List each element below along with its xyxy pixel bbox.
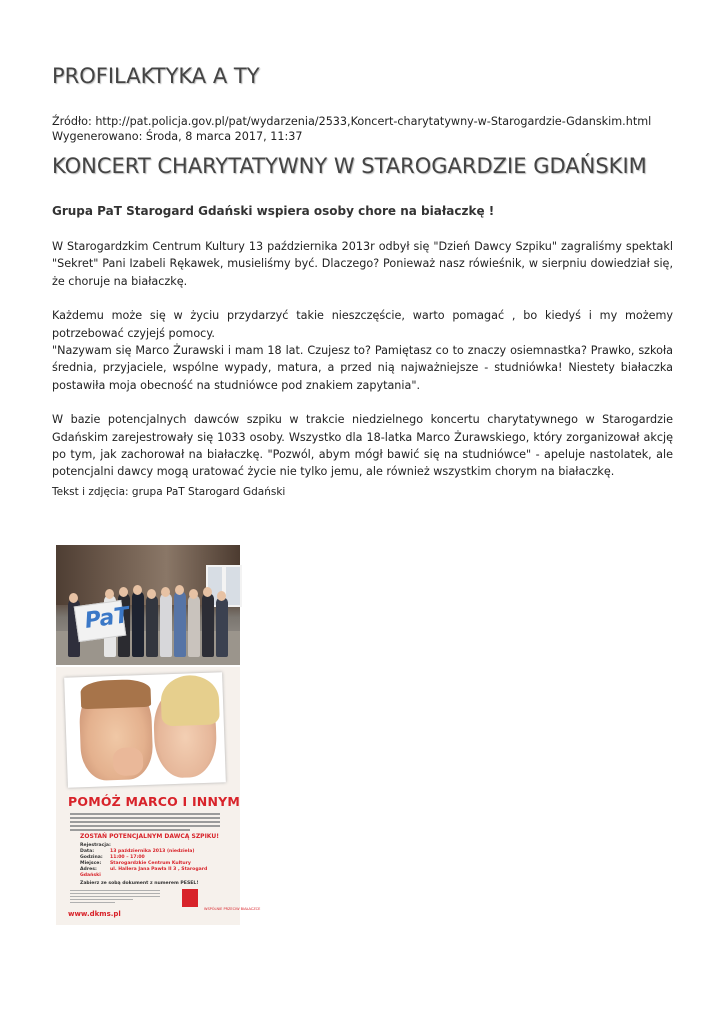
poster-photo (64, 672, 226, 787)
poster-info (80, 843, 220, 879)
pat-banner (74, 600, 131, 642)
article-title: KONCERT CHARYTATYWNY W STAROGARDZIE GDAŃSKIM (52, 154, 647, 178)
person-head (147, 589, 156, 599)
dkms-logo-icon (182, 889, 198, 907)
poster-note: Zabierz ze sobą dokument z numerem PESEL! (80, 881, 199, 886)
person-head (189, 589, 198, 599)
photo-credit: Tekst i zdjęcia: grupa PaT Starogard Gdański (52, 486, 286, 498)
article-body (52, 238, 673, 481)
poster-registration-label: Rejestracja: (80, 843, 111, 848)
poster-row-label: Adres: (80, 867, 97, 872)
pat-banner-text: PaT (83, 603, 131, 634)
event-poster (56, 667, 261, 925)
person-head (69, 593, 78, 603)
source-line: Źródło: http://pat.policja.gov.pl/pat/wydarzenia/2533,Koncert-charytatywny-w-Starogardzie-Gdanskim.html (52, 115, 652, 128)
site-title: PROFILAKTYKA A TY (52, 64, 260, 88)
paragraph: W bazie potencjalnych dawców szpiku w trakcie niedzielnego koncertu charytatywnego w Starogardzie Gdańskim zarejestrowały się 1033 osoby. Wszystko dla 18-latka Marco Żurawskiego, który zorganizował akcję po tym, jak zachorował na białaczkę. "Pozwól, abym mógł bawić się na studniówce" - apeluje nastolatek, ale potencjalni dawcy mogą uratować życie nie tylko jemu, ale również wszystkim chorym na białaczkę. (52, 413, 673, 479)
poster-row-value: 11:00 – 17:00 (110, 855, 145, 860)
person-head (161, 587, 170, 597)
group-photo (56, 545, 240, 665)
person (132, 591, 144, 657)
paragraph: "Nazywam się Marco Żurawski i mam 18 lat. Czujesz to? Pamiętasz co to znaczy osiemnastka? Prawko, szkoła średnia, przyjaciele, wspólne wypady, matura, a przed nią najważniejsze - studniówka! Niestety białaczka postawiła moja obecność na studniówce pod znakiem zapytania". (52, 344, 673, 392)
poster-row-value: 13 października 2013 (niedziela) (110, 849, 195, 854)
person (216, 597, 228, 657)
paragraph: Każdemu może się w życiu przydarzyć takie nieszczęście, warto pomagać , bo kiedyś i my możemy potrzebować czyjejś pomocy. (52, 309, 673, 340)
poster-url: www.dkms.pl (68, 910, 121, 918)
person (160, 593, 172, 657)
article-lead: Grupa PaT Starogard Gdański wspiera osoby chore na białaczkę ! (52, 204, 495, 218)
poster-logo-caption: WSPÓLNIE PRZECIW BIAŁACZCE (204, 907, 261, 911)
generated-line: Wygenerowano: Środa, 8 marca 2017, 11:37 (52, 130, 303, 143)
poster-row-label: Miejsce: (80, 861, 102, 866)
poster-small-print (70, 890, 160, 905)
person-head (217, 591, 226, 601)
person-head (119, 587, 128, 597)
poster-body-lines (70, 813, 220, 833)
poster-hair (80, 679, 151, 709)
document-meta (52, 114, 651, 144)
poster-row-label: Data: (80, 849, 95, 854)
person-head (203, 587, 212, 597)
person-head (175, 585, 184, 595)
poster-row-label: Godzina: (80, 855, 103, 860)
person (202, 593, 214, 657)
person-head (133, 585, 142, 595)
paragraph: W Starogardzkim Centrum Kultury 13 października 2013r odbył się "Dzień Dawcy Szpiku" zagraliśmy spektakl "Sekret" Pani Izabeli Rękawek, musieliśmy być. Dlaczego? Ponieważ nasz rówieśnik, w sierpniu dowiedział się, że choruje na białaczkę. (52, 240, 673, 288)
poster-hand (113, 747, 144, 776)
poster-row-value: Starogardzkie Centrum Kultury (110, 861, 191, 866)
person (146, 595, 158, 657)
poster-row-value: ul. Hallera Jana Pawła II 3 , Starogard Gdański (80, 867, 208, 878)
person-head (105, 589, 114, 599)
poster-subtitle: ZOSTAŃ POTENCJALNYM DAWCĄ SZPIKU! (80, 833, 219, 840)
person (174, 591, 186, 657)
person (188, 595, 200, 657)
poster-hair (160, 674, 220, 726)
poster-title: POMÓŻ MARCO I INNYM (68, 794, 241, 809)
